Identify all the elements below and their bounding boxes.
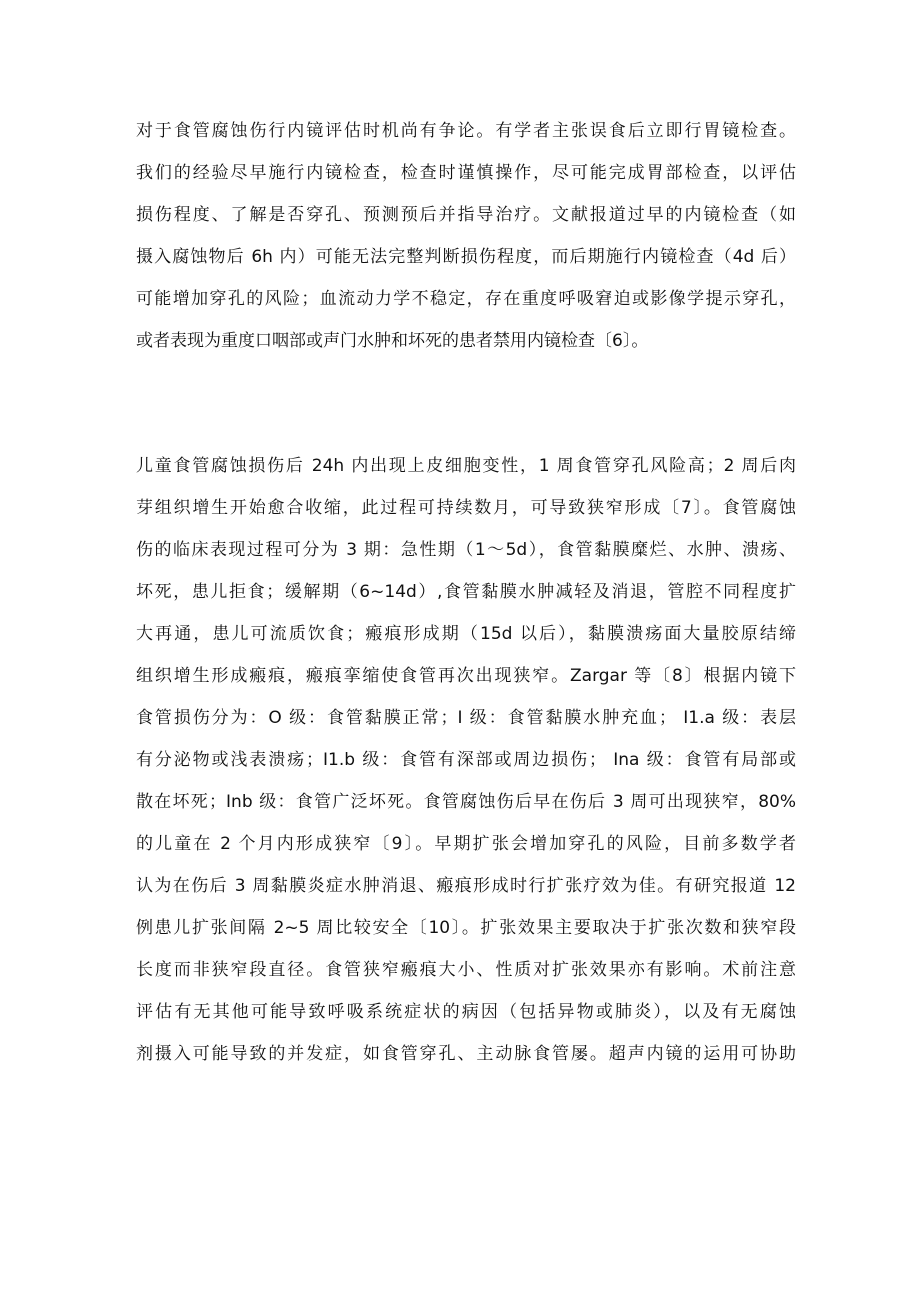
text-line: 剂摄入可能导致的并发症，如食管穿孔、主动脉食管屡。超声内镜的运用可协助 [136,1044,796,1064]
text-line: 芽组织增生开始愈合收缩，此过程可持续数月，可导致狭窄形成〔7〕。食管腐蚀 [136,498,796,518]
text-line: 摄入腐蚀物后 6h 内）可能无法完整判断损伤程度，而后期施行内镜检查（4d 后） [136,247,796,267]
text-line: 例患儿扩张间隔 2~5 周比较安全〔10〕。扩张效果主要取决于扩张次数和狭窄段 [136,918,796,938]
text-line: 对于食管腐蚀伤行内镜评估时机尚有争论。有学者主张误食后立即行胃镜检查。 [136,121,796,141]
text-line: 或者表现为重度口咽部或声门水肿和坏死的患者禁用内镜检查〔6〕。 [136,331,649,351]
text-line: 长度而非狭窄段直径。食管狭窄瘢痕大小、性质对扩张效果亦有影响。术前注意 [136,960,796,980]
text-line: 认为在伤后 3 周黏膜炎症水肿消退、瘢痕形成时行扩张疗效为佳。有研究报道 12 [136,876,796,896]
text-line: 散在坏死；Inb 级：食管广泛坏死。食管腐蚀伤后早在伤后 3 周可出现狭窄，80% [136,792,796,812]
text-line: 组织增生形成瘢痕，瘢痕挛缩使食管再次出现狭窄。Zargar 等〔8〕根据内镜下 [136,666,796,686]
text-line: 损伤程度、了解是否穿孔、预测预后并指导治疗。文献报道过早的内镜检查（如 [136,205,796,225]
text-line: 儿童食管腐蚀损伤后 24h 内出现上皮细胞变性，1 周食管穿孔风险高；2 周后肉 [136,456,796,476]
text-line: 我们的经验尽早施行内镜检查，检查时谨慎操作，尽可能完成胃部检查，以评估 [136,163,796,183]
text-line: 伤的临床表现过程可分为 3 期：急性期（1～5d），食管黏膜糜烂、水肿、溃疡、 [136,540,796,560]
text-line: 坏死，患儿拒食；缓解期（6~14d）,食管黏膜水肿减轻及消退，管腔不同程度扩 [136,582,796,602]
paragraph-clinical-stages [136,445,796,1075]
text-line: 食管损伤分为：O 级：食管黏膜正常；I 级：食管黏膜水肿充血； I1.a 级：表层 [136,708,796,728]
text-line: 可能增加穿孔的风险；血流动力学不稳定，存在重度呼吸窘迫或影像学提示穿孔， [136,289,796,309]
text-line: 大再通，患儿可流质饮食；瘢痕形成期（15d 以后），黏膜溃疡面大量胶原结缔 [136,624,796,644]
paragraph-endoscopy-timing [136,110,796,362]
text-line: 有分泌物或浅表溃疡；I1.b 级：食管有深部或周边损伤； Ina 级：食管有局部或 [136,750,796,770]
text-line: 评估有无其他可能导致呼吸系统症状的病因（包括异物或肺炎），以及有无腐蚀 [136,1002,796,1022]
text-line: 的儿童在 2 个月内形成狭窄〔9〕。早期扩张会增加穿孔的风险，目前多数学者 [136,834,796,854]
